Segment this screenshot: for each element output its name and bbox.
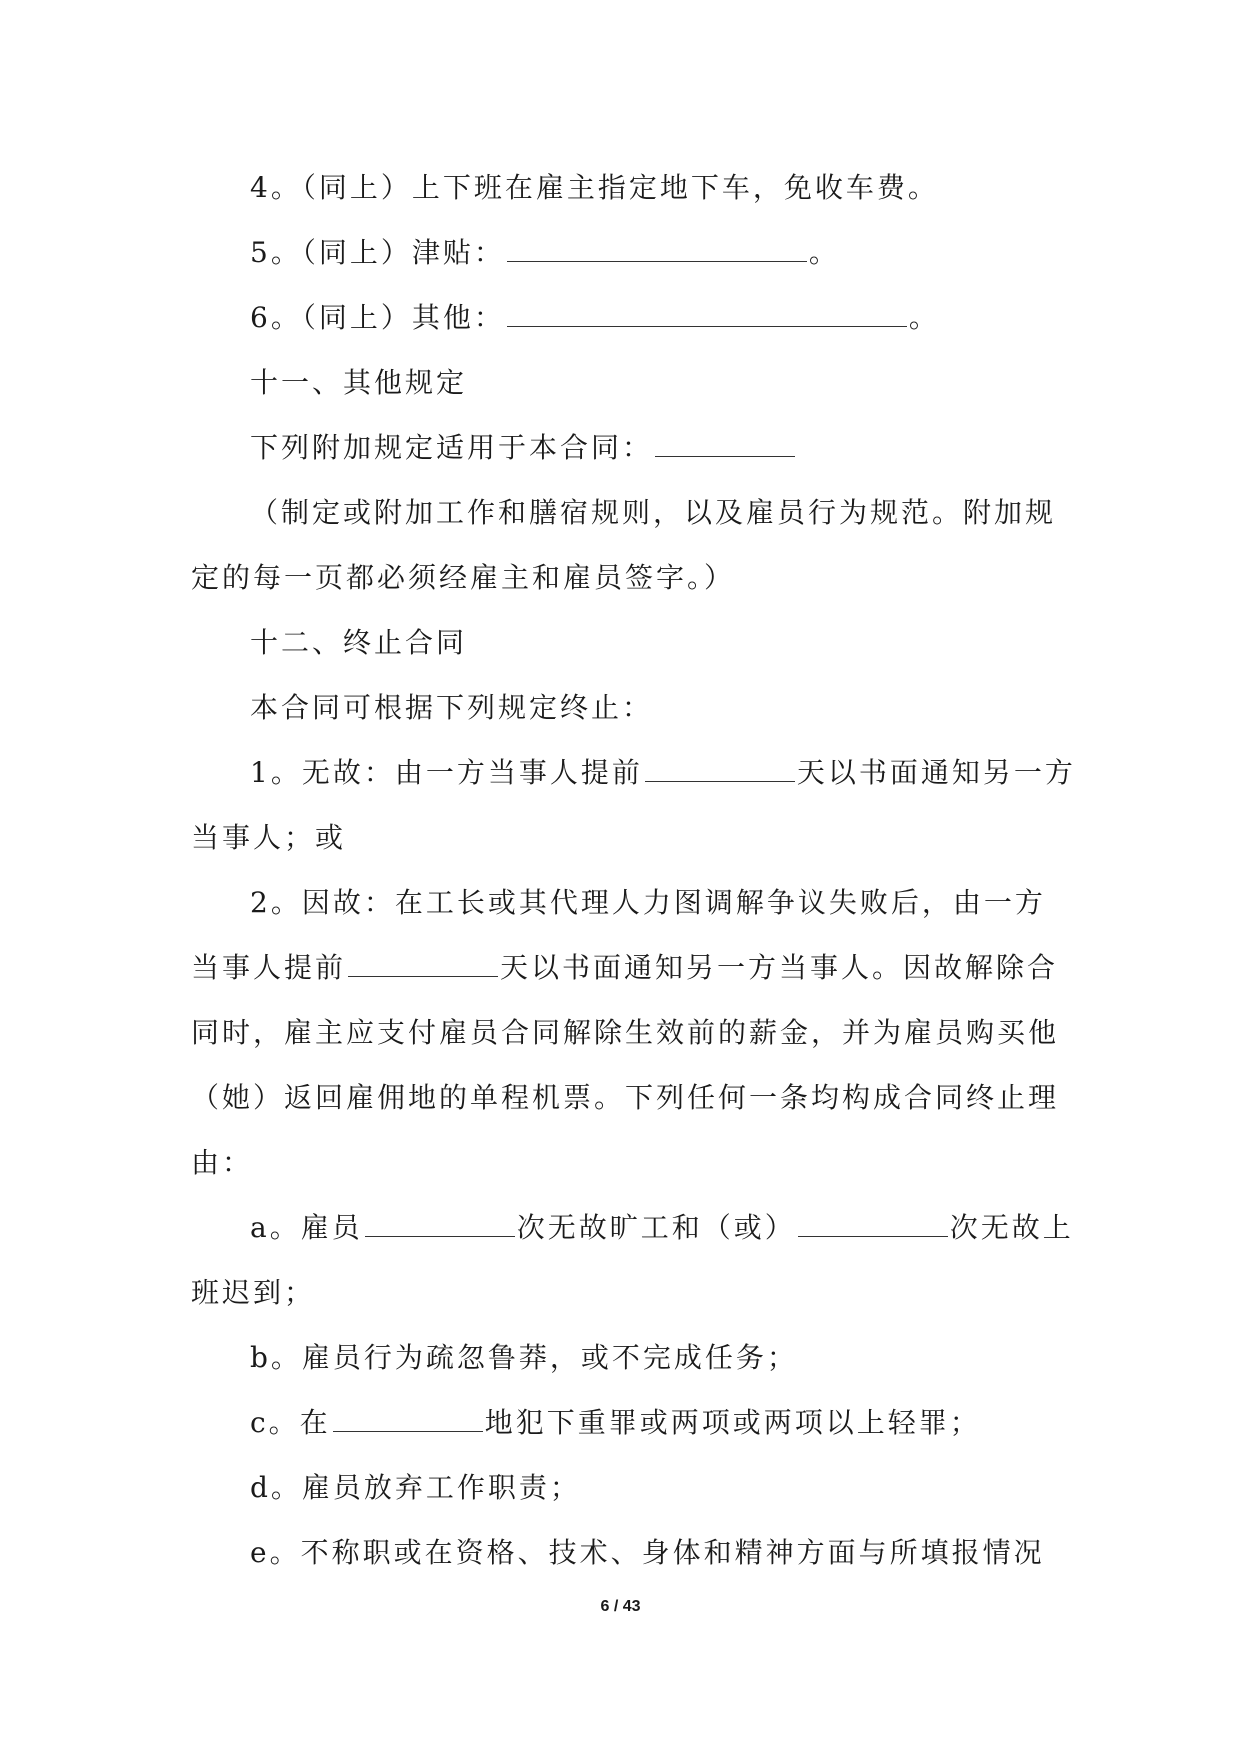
text: 天以书面通知另一方当事人。因故解除合 — [500, 951, 1059, 984]
fill-blank — [507, 296, 907, 327]
text: b。雇员行为疏忽鲁莽，或不完成任务； — [250, 1341, 798, 1374]
fill-blank — [645, 751, 795, 782]
paragraph-line — [191, 1455, 1053, 1520]
fill-blank — [507, 231, 807, 262]
text: 4。（同上）上下班在雇主指定地下车，免收车费。 — [250, 171, 939, 204]
text: 同时，雇主应支付雇员合同解除生效前的薪金，并为雇员购买他 — [191, 1016, 1060, 1049]
paragraph-line — [191, 740, 1076, 805]
paragraph-line — [191, 1325, 1053, 1390]
paragraph-line — [191, 1390, 1053, 1455]
text: 次无故上 — [949, 1211, 1074, 1244]
paragraph-line — [191, 1000, 1060, 1065]
text: 本合同可根据下列规定终止： — [250, 691, 654, 724]
paragraph-line — [191, 805, 1053, 870]
text: 由： — [191, 1146, 254, 1179]
paragraph-line — [191, 935, 1059, 1000]
paragraph-line — [191, 870, 1053, 935]
text: 十二、终止合同 — [250, 626, 468, 659]
text: a。雇员 — [250, 1211, 363, 1244]
paragraph-line — [191, 545, 1053, 610]
paragraph-line — [191, 155, 1053, 220]
fill-blank — [365, 1206, 515, 1237]
paragraph-line — [191, 1260, 1053, 1325]
paragraph-line — [191, 1520, 1053, 1585]
section-heading — [191, 350, 1053, 415]
paragraph-line — [191, 285, 1053, 350]
paragraph-line — [191, 1130, 1053, 1195]
text: 地犯下重罪或两项或两项以上轻罪； — [484, 1406, 981, 1439]
paragraph-line — [191, 220, 1053, 285]
text: 班迟到； — [191, 1276, 316, 1309]
text: 天以书面通知另一方 — [796, 756, 1076, 789]
fill-blank — [333, 1401, 483, 1432]
text: 下列附加规定适用于本合同： — [250, 431, 654, 464]
text: （她）返回雇佣地的单程机票。下列任何一条均构成合同终止理 — [191, 1081, 1060, 1114]
text: 当事人；或 — [191, 821, 347, 854]
text: 。 — [808, 236, 840, 269]
text: 定的每一页都必须经雇主和雇员签字。） — [191, 561, 736, 594]
text: e。不称职或在资格、技术、身体和精神方面与所填报情况 — [250, 1536, 1045, 1569]
text: 5。（同上）津贴： — [250, 236, 505, 269]
text: 6。（同上）其他： — [250, 301, 505, 334]
fill-blank — [798, 1206, 948, 1237]
text: 当事人提前 — [191, 951, 347, 984]
fill-blank — [655, 426, 795, 457]
text: c。在 — [250, 1406, 331, 1439]
paragraph-line — [191, 480, 1057, 545]
text: 2。因故：在工长或其代理人力图调解争议失败后，由一方 — [250, 886, 1046, 919]
section-heading — [191, 610, 1053, 675]
text: 十一、其他规定 — [250, 366, 468, 399]
page-number: 6 / 43 — [600, 1598, 641, 1615]
text: d。雇员放弃工作职责； — [250, 1471, 581, 1504]
text: 1。无故：由一方当事人提前 — [250, 756, 643, 789]
text: 次无故旷工和（或） — [516, 1211, 796, 1244]
document-body — [191, 155, 1076, 1585]
fill-blank — [348, 946, 498, 977]
text: （制定或附加工作和膳宿规则，以及雇员行为规范。附加规 — [250, 496, 1057, 529]
paragraph-line — [191, 415, 1053, 480]
paragraph-line — [191, 675, 1053, 740]
paragraph-line — [191, 1195, 1074, 1260]
text: 。 — [908, 301, 940, 334]
paragraph-line — [191, 1065, 1060, 1130]
